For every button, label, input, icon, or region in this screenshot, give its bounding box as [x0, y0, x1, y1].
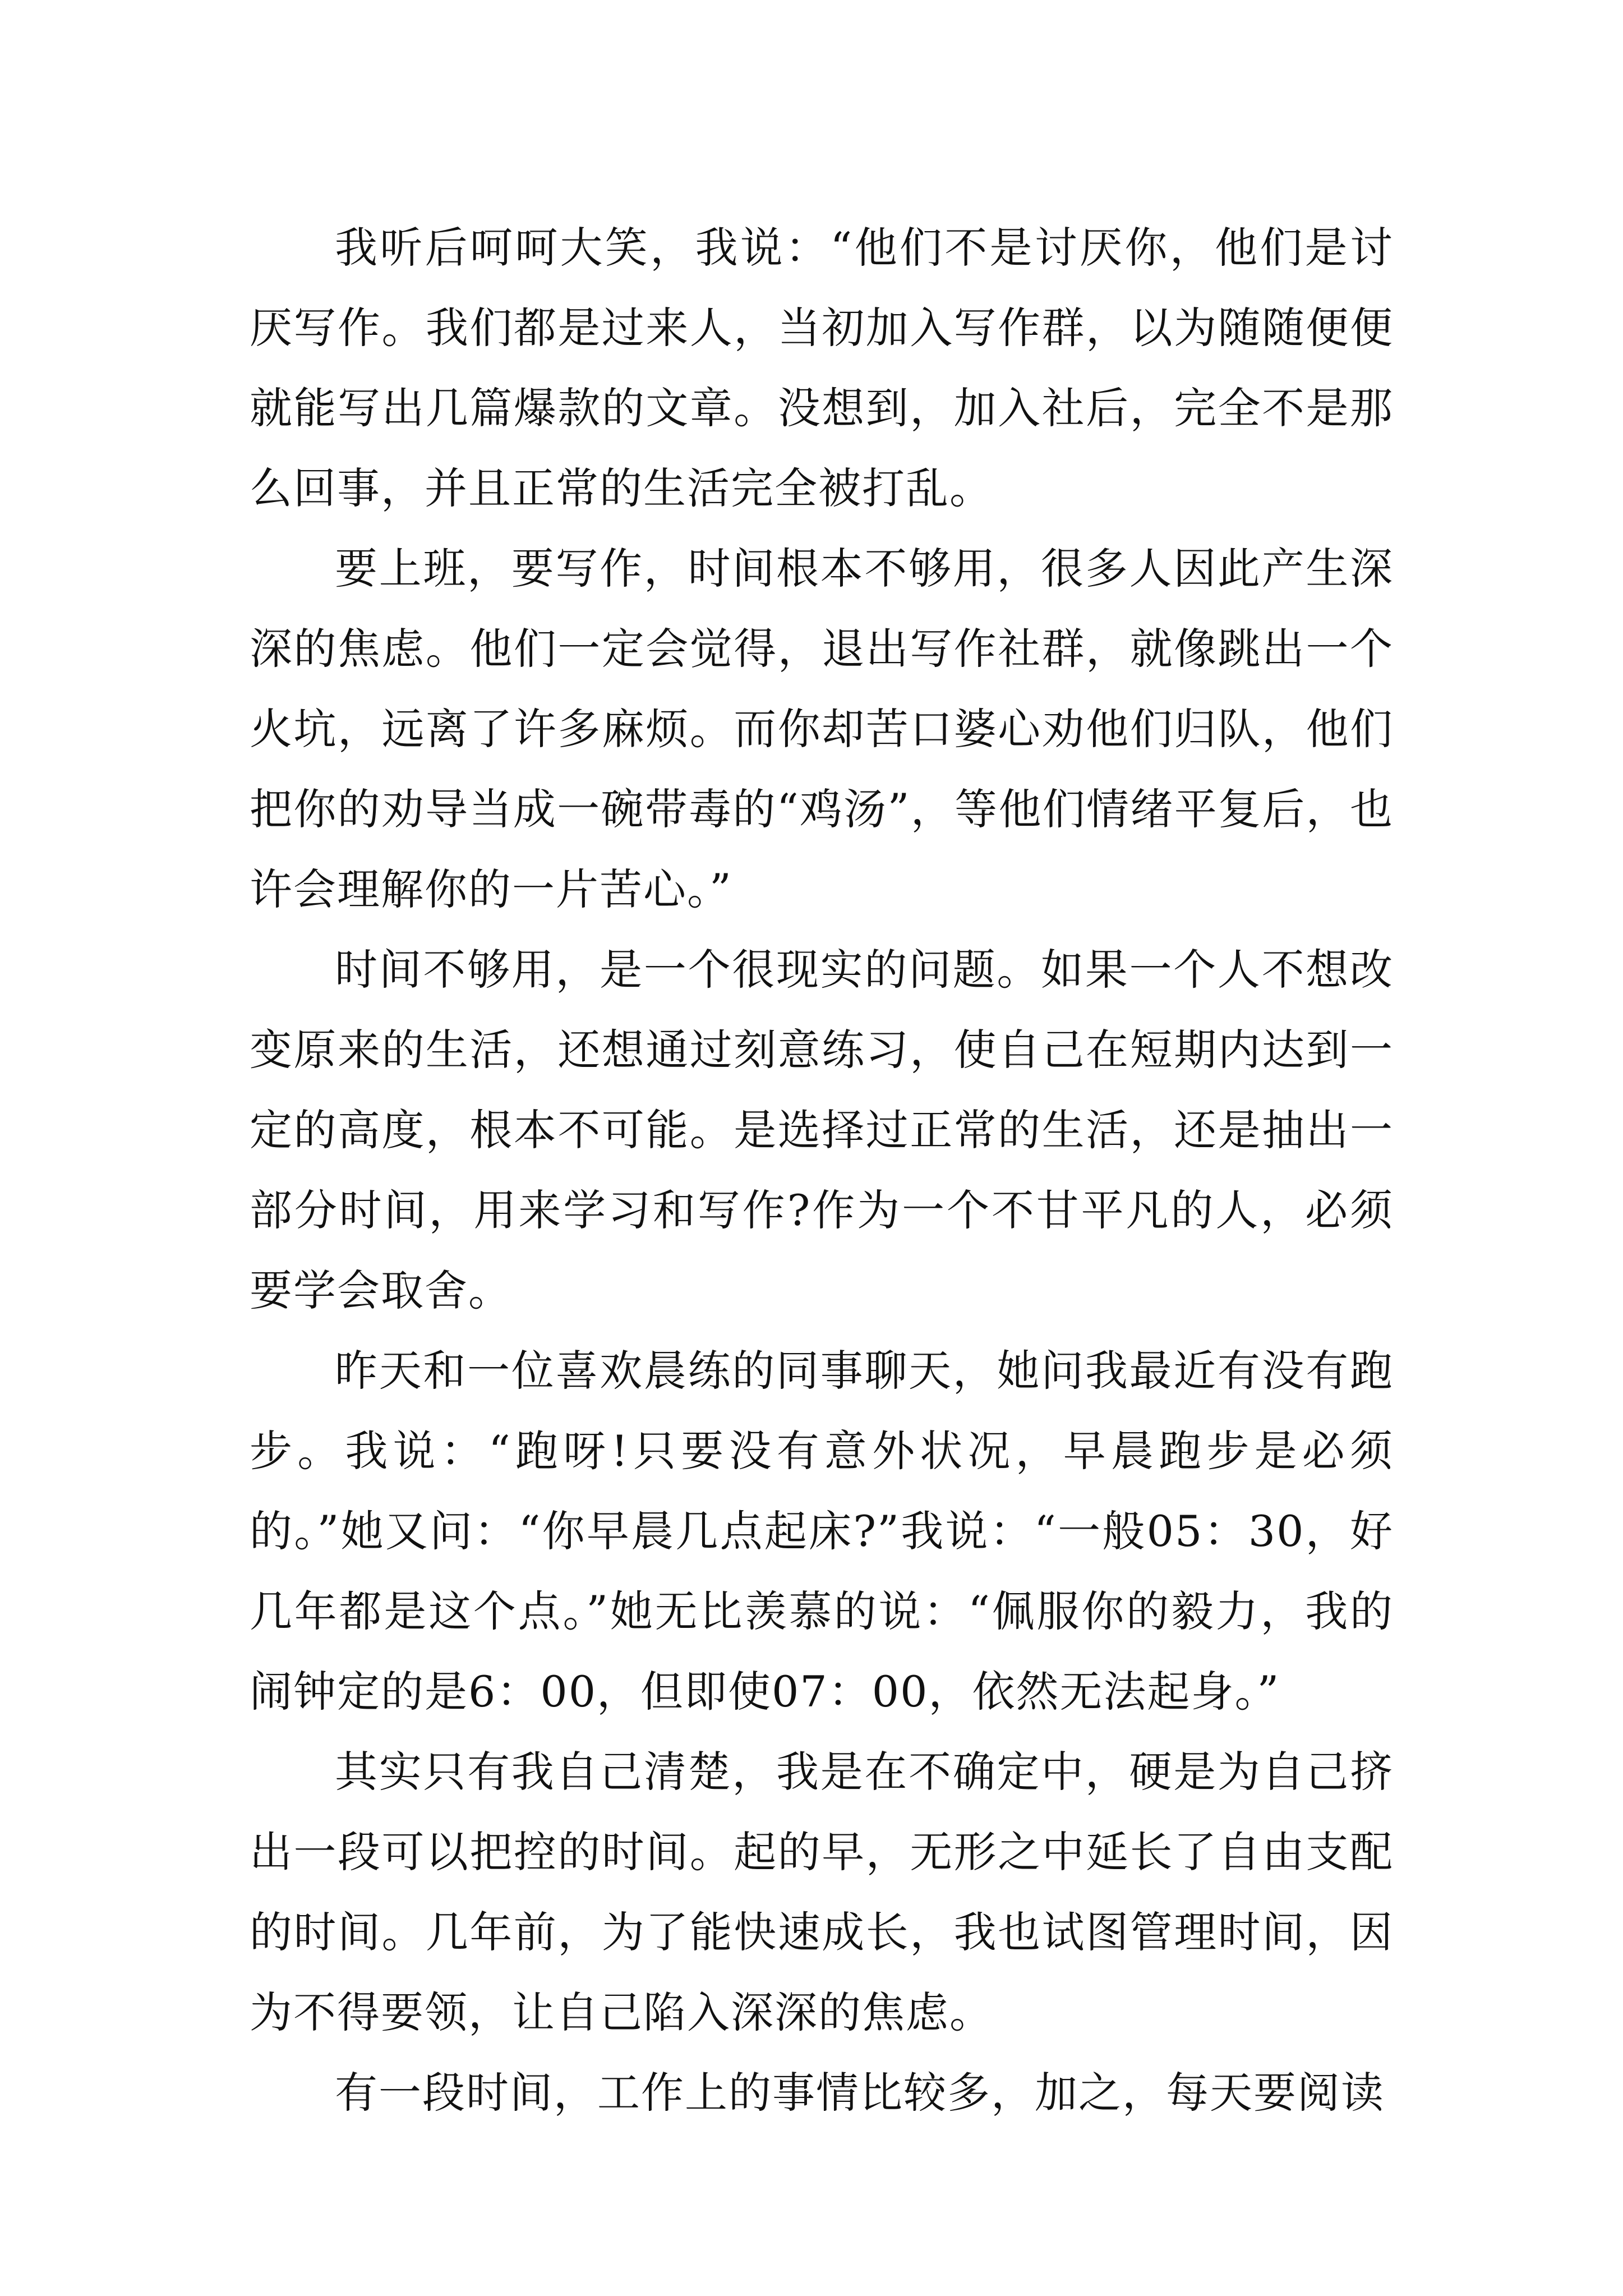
paragraph-6: 有一段时间，工作上的事情比较多，加之，每天要阅读 — [335, 2068, 1385, 2118]
body-text — [250, 208, 1394, 2133]
paragraph-1: 我听后呵呵大笑，我说：“他们不是讨厌你，他们是讨厌写作。我们都是过来人，当初加入写作群，以为随随便便就能写出几篇爆款的文章。没想到，加入社后，完全不是那么回事，并且正常的生活完全被打乱。 — [250, 223, 1394, 513]
paragraph-2: 要上班，要写作，时间根本不够用，很多人因此产生深深的焦虑。他们一定会觉得，退出写作社群，就像跳出一个火坑，远离了许多麻烦。而你却苦口婆心劝他们归队，他们把你的劝导当成一碗带毒的“鸡汤”，等他们情绪平复后，也许会理解你的一片苦心。” — [250, 544, 1394, 914]
paragraph-5: 其实只有我自己清楚，我是在不确定中，硬是为自己挤出一段可以把控的时间。起的早，无形之中延长了自由支配的时间。几年前，为了能快速成长，我也试图管理时间，因为不得要领，让自己陷入深深的焦虑。 — [250, 1747, 1394, 2037]
paragraph-3: 时间不够用，是一个很现实的问题。如果一个人不想改变原来的生活，还想通过刻意练习，使自己在短期内达到一定的高度，根本不可能。是选择过正常的生活，还是抽出一部分时间，用来学习和写作?作为一个不甘平凡的人，必须要学会取舍。 — [250, 945, 1394, 1315]
paragraph-4: 昨天和一位喜欢晨练的同事聊天，她问我最近有没有跑步。我说：“跑呀!只要没有意外状况，早晨跑步是必须的。”她又问：“你早晨几点起床?”我说：“一般05：30，好几年都是这个点。”她无比羡慕的说：“佩服你的毅力，我的闹钟定的是6：00，但即使07：00，依然无法起身。” — [250, 1346, 1394, 1717]
